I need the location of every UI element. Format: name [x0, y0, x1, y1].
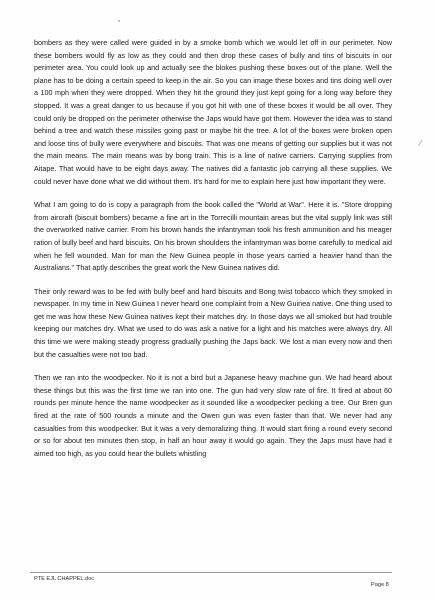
- paragraph: Their only reward was to be fed with bully beef and hard biscuits and Bong twist tobacco which they smoked in newspaper. In my time in New Guinea I never heard one complaint from a New Guinea native. One thing used to get me was how these New Guinea natives kept their matches dry. In those days we all smoked but had trouble keeping our matches dry. What we used to do was ask a native for a light and his matches were always dry. All this time we were making steady progress gradually pushing the Japs back. We lost a man every now and then but the casualties were not too bad.: [34, 286, 392, 359]
- paragraph: Then we ran into the woodpecker. No it is not a bird but a Japanese heavy machine gun. We had heard about these things but this was the first time we ran into one. The gun had very slow rate of fire. It fired at about 60 rounds per minute hence the name woodpecker as it sounded like a woodpecker pecking a tree. Our Bren gun fired at the rate of 500 rounds a minute and the Owen gun was even faster than that. We never had any casualties from this woodpecker. But it was a very demoralizing thing. It would start firing a round every second or so for about ten minutes then stop, in half an hour away it would go again. They the Japs must have had it aimed too high, as you could hear the bullets whistling: [34, 373, 392, 458]
- paragraph: bombers as they were called were guided in by a smoke bomb which we would let off in our perimeter. Now these bombers would fly as low as they could and then drop these cases of bully and tins of biscuits in our perimeter area. You could look up and actually see the blokes pushing these boxes out of the plane. Well the plane has to be doing a certain speed to keep in the air. So you can image these boxes and tins doing well over a 100 mph when they were dropped. When they hit the ground they just kept going for a long way before they stopped. It was a great danger to us because if you got hit with one of these boxes it would be all over. They could only be dropped on the perimeter otherwise the Japs would have got them. However the idea was to stand behind a tree and watch these missiles going past or maybe hit the tree. A lot of the boxes were broken open and loose tins of bully were everywhere and biscuits. That was one means of getting our supplies but it was not the main means. The main means was by bong train. This is a line of native carriers. Carrying supplies from Aitape. That would have to be eight days away. The natives did a fantastic job carrying all these supplies. We could never have done what we did without them. It's hard for me to explain here just how important they were.: [34, 38, 392, 186]
- margin-mark: /: [417, 137, 424, 149]
- paragraph: What I am going to do is copy a paragraph from the book called the "World at War". Here it is. "Store dropping from aircraft (biscuit bombers) became a fine art in the Torrecilli mountain areas but the vital supply link was still the overworked native carrier. From his brown hands the infantryman took his fresh ammunition and his meager ration of bully beef and hard biscuits. On his brown shoulders the infantryman was borne carefully to medical aid when he fell wounded. Man for man the New Guinea people in those years carried a heavier hand than the Australians." That aptly describes the great work the New Guinea natives did.: [34, 200, 392, 273]
- scan-speck: [118, 20, 120, 22]
- page-number: Page 8: [371, 582, 389, 588]
- footer-divider: [30, 572, 392, 573]
- footer-filename: PTE EJL CHAPPEL.doc: [34, 576, 95, 582]
- body-text: [34, 37, 392, 471]
